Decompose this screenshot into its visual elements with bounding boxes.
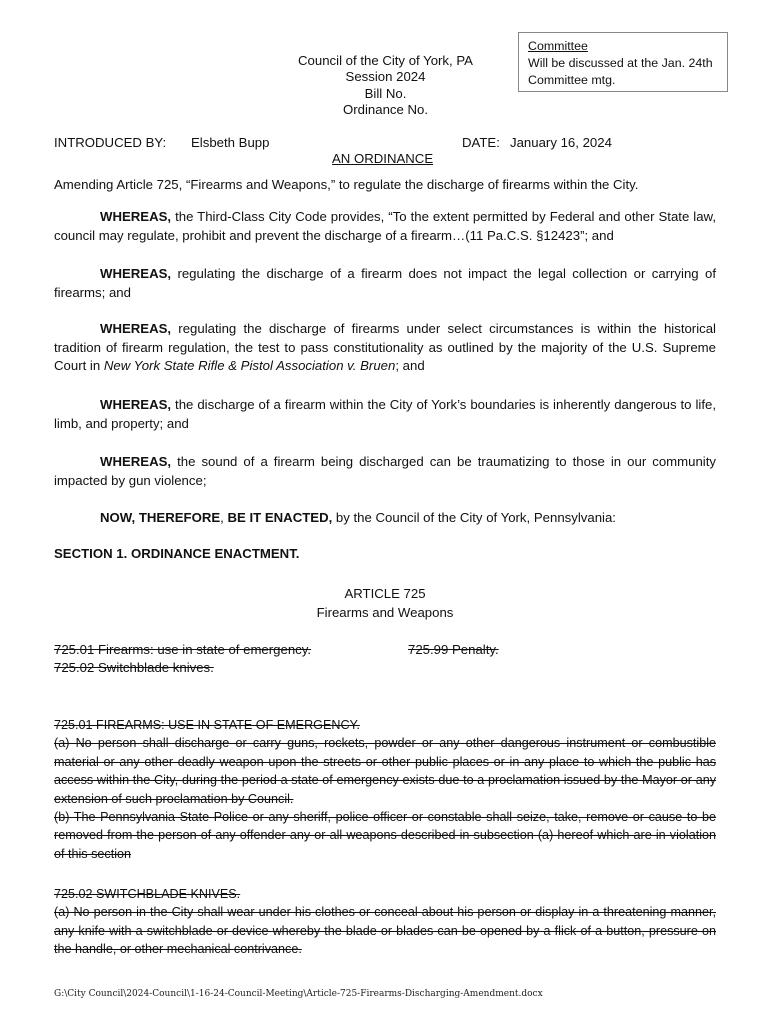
section-72501-b: (b) The Pennsylvania State Police or any sheriff, police officer or constable shall seize, take, remove or cause to be removed from the person of any offender any or all weapons described in subsection (a) hereof which are in violation of this section [54, 810, 716, 861]
whereas-lead: WHEREAS, [100, 397, 172, 412]
whereas-text: the sound of a firearm being discharged can be traumatizing to those in our community impacted by gun violence; [54, 454, 716, 488]
enact-lead-2: BE IT ENACTED, [227, 510, 333, 525]
file-path-footer: G:\City Council\2024-Council\1-16-24-Council-Meeting\Article-725-Firearms-Discharging-Amendment.docx [54, 989, 543, 999]
whereas-clause [54, 265, 716, 302]
committee-note-line: Committee mtg. [528, 73, 616, 87]
enact-comma: , [220, 510, 228, 525]
whereas-lead: WHEREAS, [100, 266, 172, 281]
whereas-text: regulating the discharge of firearms under select circumstances is within the historical tradition of firearm regulation, the test to pass constitutionality as outlined by the majority of the U.S. Supreme Court in [54, 321, 716, 373]
section-72502 [54, 885, 716, 959]
whereas-clause [54, 396, 716, 433]
whereas-text: the discharge of a firearm within the City of York’s boundaries is inherently dangerous to life, limb, and property; and [54, 397, 716, 431]
section-72502-a: (a) No person in the City shall wear under his clothes or conceal about his person or display in a threatening manner, any knife with a switchblade or device whereby the blade or blades can be opened by a flick of a button, pressure on the handle, or other mechanical contrivance. [54, 905, 716, 957]
whereas-text: regulating the discharge of a firearm does not impact the legal collection or carrying of firearms; and [54, 266, 716, 300]
date-value: January 16, 2024 [510, 135, 612, 150]
case-citation: New York State Rifle & Pistol Association v. Bruen [103, 358, 396, 373]
bill-number-label: Bill No. [364, 85, 407, 101]
committee-note-line: Will be discussed at the Jan. 24th [528, 56, 713, 70]
sponsor-name: Elsbeth Bupp [191, 135, 270, 150]
whereas-lead: WHEREAS, [100, 209, 172, 224]
section-72501-a: (a) No person shall discharge or carry guns, rockets, powder or any other dangerous instrument or combustible material or any other deadly weapon upon the streets or other public places or in any place to which the public has access within the City, during the period a state of emergency exists due to a proclamation issued by the Mayor or any extension of such proclamation by Council. [54, 736, 716, 806]
committee-note-box [518, 32, 728, 92]
toc-item: 725.99 Penalty. [408, 642, 499, 657]
enact-text: by the Council of the City of York, Pennsylvania: [332, 510, 616, 525]
session-label: Session 2024 [345, 69, 426, 85]
ordinance-number-label: Ordinance No. [342, 102, 429, 118]
whereas-lead: WHEREAS, [100, 454, 172, 469]
toc-item: 725.01 Firearms: use in state of emergency. [54, 642, 312, 657]
whereas-text-end: ; and [395, 358, 425, 373]
enact-lead-1: NOW, THEREFORE [100, 510, 221, 525]
council-title: Council of the City of York, PA [298, 53, 473, 68]
whereas-text: the Third-Class City Code provides, “To the extent permitted by Federal and other State law, council may regulate, prohibit and prevent the discharge of a firearm…(11 Pa.C.S. §12423”; and [54, 209, 716, 243]
purpose-text: Amending Article 725, “Firearms and Weapons,” to regulate the discharge of firearms within the City. [54, 177, 639, 192]
article-number: ARTICLE 725 [344, 586, 426, 601]
section-72501-heading: 725.01 FIREARMS: USE IN STATE OF EMERGENCY. [54, 718, 360, 732]
article-title: Firearms and Weapons [316, 605, 454, 620]
enactment-clause [54, 509, 716, 528]
bill-header [258, 53, 513, 119]
ordinance-title: AN ORDINANCE [332, 151, 434, 166]
section-heading: SECTION 1. ORDINANCE ENACTMENT. [54, 546, 300, 561]
whereas-lead: WHEREAS, [100, 321, 172, 336]
article-heading [285, 584, 485, 622]
whereas-clause [54, 208, 716, 245]
introduced-by-label: INTRODUCED BY: [54, 135, 167, 150]
whereas-clause [54, 453, 716, 490]
date-label: DATE: [462, 135, 500, 150]
section-72501 [54, 716, 716, 863]
committee-note-title: Committee [528, 39, 588, 53]
whereas-clause [54, 320, 716, 376]
toc-item: 725.02 Switchblade knives. [54, 660, 214, 675]
section-72502-heading: 725.02 SWITCHBLADE KNIVES. [54, 887, 241, 901]
